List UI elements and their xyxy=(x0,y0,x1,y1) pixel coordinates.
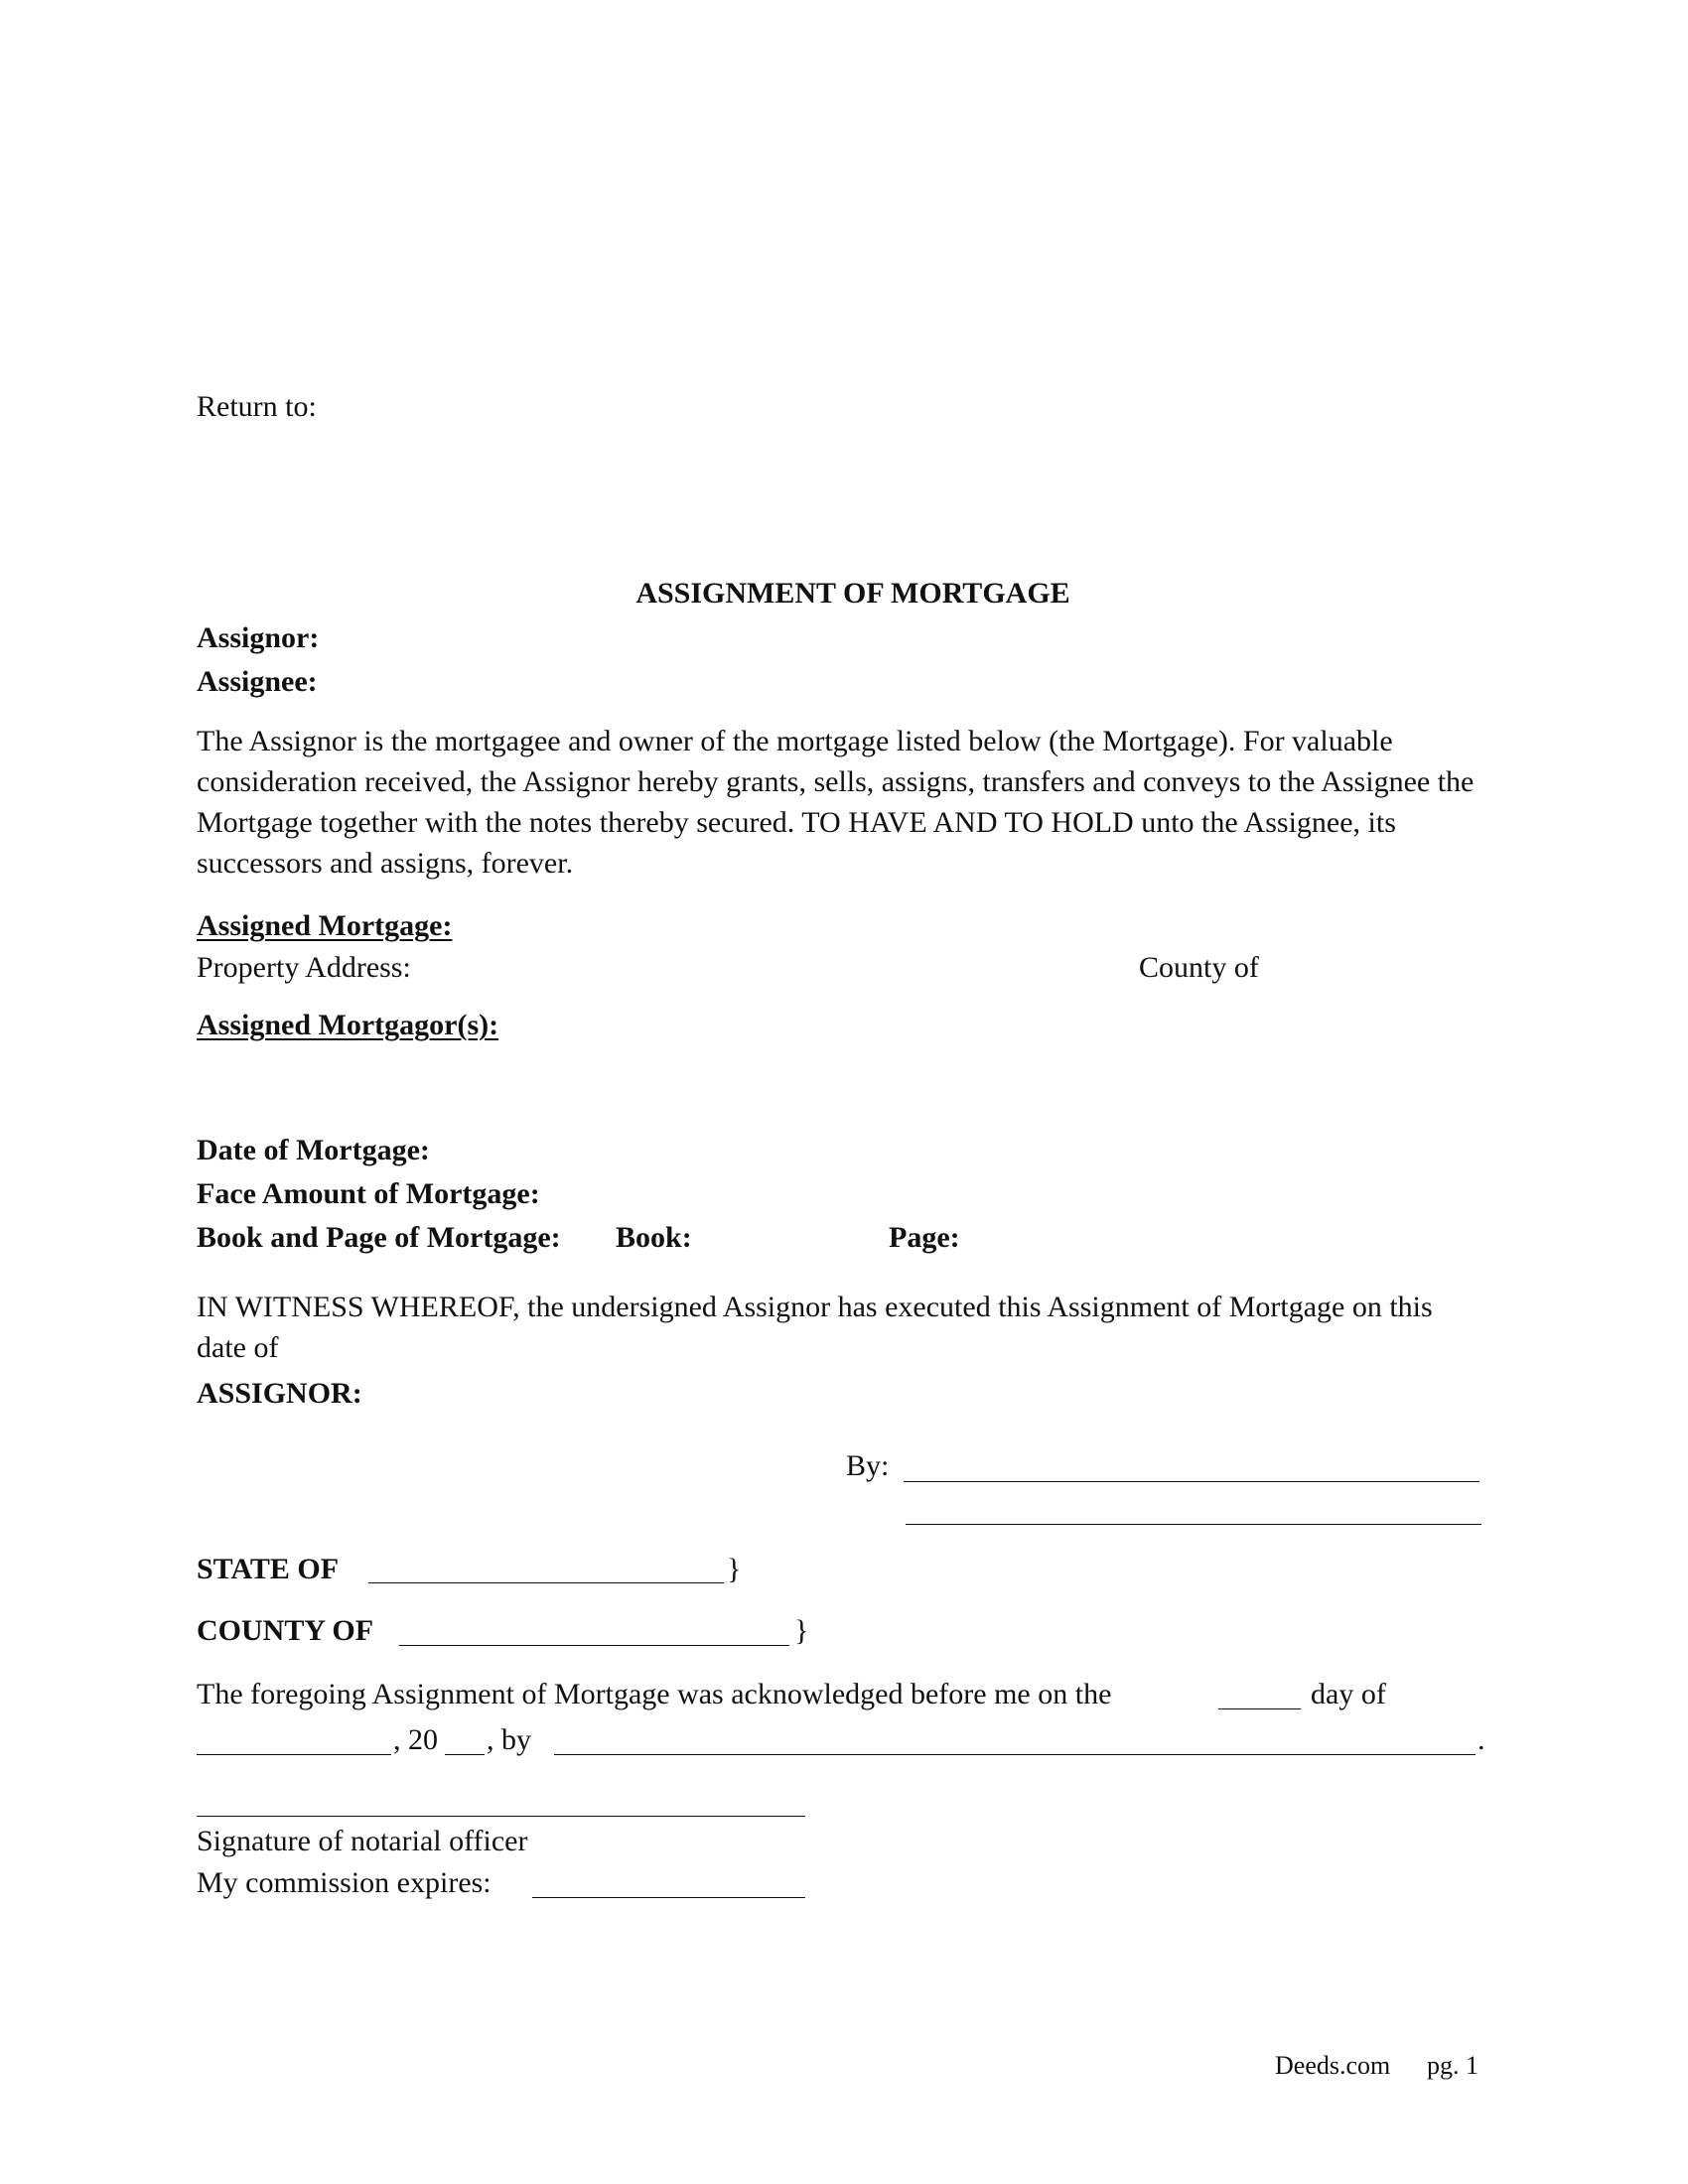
witness-paragraph: IN WITNESS WHEREOF, the undersigned Assignor has executed this Assignment of Mortgage on this date of xyxy=(197,1291,1433,1364)
property-address-label: Property Address: xyxy=(197,951,411,984)
face-amount-label: Face Amount of Mortgage: xyxy=(197,1177,540,1210)
date-of-mortgage-label: Date of Mortgage: xyxy=(197,1134,430,1166)
signature-line[interactable] xyxy=(904,1481,1479,1482)
assigned-mortgagors-heading: Assigned Mortgagor(s): xyxy=(197,1009,499,1041)
county-of-label: County of xyxy=(1139,951,1259,984)
commission-expires-blank[interactable] xyxy=(532,1897,805,1898)
notary-signature-label: Signature of notarial officer xyxy=(197,1825,528,1857)
year-prefix: , 20 xyxy=(393,1723,438,1756)
commission-expires-label: My commission expires: xyxy=(197,1866,492,1899)
footer-page-number: pg. 1 xyxy=(1427,2051,1478,2080)
assignee-label: Assignee: xyxy=(197,665,318,698)
assignor-heading: ASSIGNOR: xyxy=(197,1377,362,1410)
book-label: Book: xyxy=(616,1221,692,1254)
year-blank[interactable] xyxy=(445,1754,485,1755)
by-label: By: xyxy=(846,1449,890,1482)
signer-name-line[interactable] xyxy=(906,1524,1481,1525)
state-of-label: STATE OF xyxy=(197,1553,340,1585)
acknowledgment-text: The foregoing Assignment of Mortgage was acknowledged before me on the xyxy=(197,1678,1112,1710)
assignor-label: Assignor: xyxy=(197,621,320,654)
footer-site: Deeds.com xyxy=(1275,2051,1391,2080)
month-blank[interactable] xyxy=(197,1754,391,1755)
day-blank[interactable] xyxy=(1218,1708,1301,1709)
assignment-paragraph: The Assignor is the mortgagee and owner of the mortgage listed below (the Mortgage). For valuable consideration received, the Assignor hereby grants, sells, assigns, transfers and conveys to the Assignee the Mortgage together with the notes thereby secured. TO HAVE AND TO HOLD unto the Assignee, its successors and assigns, forever. xyxy=(197,725,1475,880)
acknowledger-name-blank[interactable] xyxy=(554,1754,1476,1755)
county-blank[interactable] xyxy=(399,1645,789,1646)
by-text: , by xyxy=(487,1723,531,1756)
state-blank[interactable] xyxy=(368,1582,724,1583)
county-label: COUNTY OF xyxy=(197,1614,374,1647)
state-brace: } xyxy=(727,1553,742,1585)
document-title: ASSIGNMENT OF MORTGAGE xyxy=(635,577,1070,610)
assigned-mortgage-heading: Assigned Mortgage: xyxy=(197,909,453,942)
book-page-label: Book and Page of Mortgage: xyxy=(197,1221,561,1254)
county-brace: } xyxy=(794,1614,809,1647)
notary-signature-line[interactable] xyxy=(197,1816,805,1817)
return-to-label: Return to: xyxy=(197,390,317,423)
period: . xyxy=(1477,1723,1485,1756)
day-of-label: day of xyxy=(1311,1678,1386,1710)
page-label: Page: xyxy=(889,1221,960,1254)
